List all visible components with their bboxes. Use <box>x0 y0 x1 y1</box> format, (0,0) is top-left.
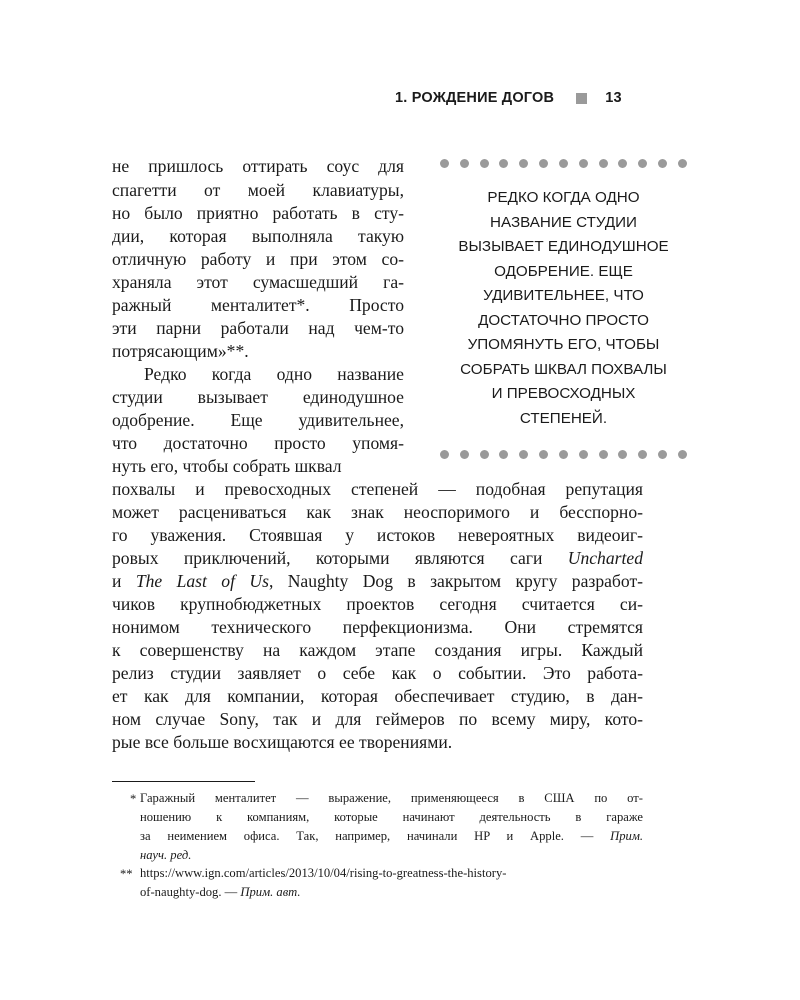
text-fragment: ровых приключений, которыми являются саги <box>112 548 543 568</box>
text-line: отличную работу и при этом со- <box>112 249 404 269</box>
pull-quote-line: ДОСТАТОЧНО ПРОСТО <box>478 311 649 329</box>
footnote-line: https://www.ign.com/articles/2013/10/04/rising-to-greatness-the-history- <box>140 866 507 880</box>
text-fragment: of-naughty-dog. — <box>140 885 238 899</box>
dot-icon <box>460 450 469 459</box>
dot-icon <box>579 159 588 168</box>
text-fragment: за неимением офиса. Так, например, начинали HP и Apple. — <box>140 829 594 843</box>
running-header <box>395 90 622 106</box>
italic-note: Прим. авт. <box>240 885 301 899</box>
dot-icon <box>599 159 608 168</box>
dot-icon <box>678 450 687 459</box>
dots-divider-top <box>440 158 687 168</box>
pull-quote-text <box>440 186 687 431</box>
text-line: может расцениваться как знак неоспоримого и бесспорно- <box>112 502 643 522</box>
text-line <box>112 550 643 568</box>
chapter-title: 1. РОЖДЕНИЕ ДОГОВ <box>395 90 555 106</box>
dot-icon <box>519 159 528 168</box>
italic-note: науч. ред. <box>140 848 192 862</box>
dot-icon <box>658 159 667 168</box>
dot-icon <box>499 159 508 168</box>
page-number: 13 <box>605 90 622 106</box>
text-line: рые все больше восхищаются ее творениями. <box>112 732 453 752</box>
pull-quote-line: СТЕПЕНЕЙ. <box>519 409 608 427</box>
text-line: но было приятно работать в сту- <box>112 203 404 223</box>
dot-icon <box>618 450 627 459</box>
italic-title-last-of-us: The Last of Us <box>135 571 269 591</box>
text-line: спагетти от моей клавиатуры, <box>112 180 404 200</box>
dot-icon <box>579 450 588 459</box>
text-line: храняла этот сумасшедший га- <box>112 272 404 292</box>
dot-icon <box>460 159 469 168</box>
separator-square-icon <box>576 93 587 104</box>
footnote-marker: ** <box>120 867 133 881</box>
dot-icon <box>678 159 687 168</box>
pull-quote-line: РЕДКО КОГДА ОДНО <box>487 189 640 206</box>
dot-icon <box>638 450 647 459</box>
text-line: ет как для компании, которая обеспечивает студию, в дан- <box>112 686 643 706</box>
dot-icon <box>559 450 568 459</box>
text-line: что достаточно просто упомя- <box>112 433 404 453</box>
text-line: одобрение. Еще удивительнее, <box>112 410 404 430</box>
text-fragment: , Naughty Dog в закрытом кругу разработ- <box>268 571 643 591</box>
footnote-line: ношению к компаниям, которые начинают деятельность в гараже <box>140 810 643 824</box>
pull-quote-line: НАЗВАНИЕ СТУДИИ <box>490 213 637 231</box>
text-line: эти парни работали над чем-то <box>112 318 404 338</box>
dot-icon <box>519 450 528 459</box>
text-line: не пришлось оттирать соус для <box>112 156 404 176</box>
text-line: Редко когда одно название <box>144 364 404 384</box>
footnote-marker: * <box>130 792 137 806</box>
pull-quote-line: СОБРАТЬ ШКВАЛ ПОХВАЛЫ <box>460 360 667 378</box>
text-line: ражный менталитет*. Просто <box>112 295 404 315</box>
dot-icon <box>618 159 627 168</box>
footnote-rule <box>112 781 255 782</box>
text-line <box>112 573 643 591</box>
text-line: го уважения. Стоявшая у истоков невероятных видеоиг- <box>112 525 643 545</box>
text-line: релиз студии заявляет о себе как о событии. Это работа- <box>112 663 643 683</box>
dots-divider-bottom <box>440 449 687 459</box>
text-line: студии вызывает единодушное <box>112 387 404 407</box>
dot-icon <box>440 159 449 168</box>
dot-icon <box>658 450 667 459</box>
pull-quote-line: ВЫЗЫВАЕТ ЕДИНОДУШНОЕ <box>458 238 669 255</box>
dot-icon <box>539 159 548 168</box>
dot-icon <box>559 159 568 168</box>
text-line: нуть его, чтобы собрать шквал <box>112 456 342 476</box>
text-line: нонимом технического перфекционизма. Они стремятся <box>112 617 643 637</box>
pull-quote-line: УПОМЯНУТЬ ЕГО, ЧТОБЫ <box>467 336 660 353</box>
footnote-line <box>140 886 301 899</box>
footnote-line <box>140 849 191 862</box>
text-fragment: и <box>112 571 122 591</box>
dot-icon <box>440 450 449 459</box>
footnote-line <box>140 830 643 843</box>
pull-quote-line: УДИВИТЕЛЬНЕЕ, ЧТО <box>483 287 644 304</box>
text-line: похвалы и превосходных степеней — подобная репутация <box>112 479 643 499</box>
dot-icon <box>599 450 608 459</box>
dot-icon <box>480 159 489 168</box>
dot-icon <box>499 450 508 459</box>
text-line: потрясающим»**. <box>112 341 249 361</box>
dot-icon <box>539 450 548 459</box>
italic-title-uncharted: Uncharted <box>567 548 643 568</box>
italic-note: Прим. <box>610 829 643 843</box>
text-line: ном случае Sony, так и для геймеров по всему миру, кото- <box>112 709 643 729</box>
pull-quote-line: ОДОБРЕНИЕ. ЕЩЕ <box>494 262 633 280</box>
pull-quote-line: И ПРЕВОСХОДНЫХ <box>491 385 636 402</box>
footnote-line: Гаражный менталитет — выражение, применяющееся в США по от- <box>140 791 643 805</box>
text-line: к совершенству на каждом этапе создания игры. Каждый <box>112 640 643 660</box>
text-line: чиков крупнобюджетных проектов сегодня считается си- <box>112 594 643 614</box>
dot-icon <box>638 159 647 168</box>
dot-icon <box>480 450 489 459</box>
text-line: дии, которая выполняла такую <box>112 226 404 246</box>
pull-quote <box>440 158 687 459</box>
